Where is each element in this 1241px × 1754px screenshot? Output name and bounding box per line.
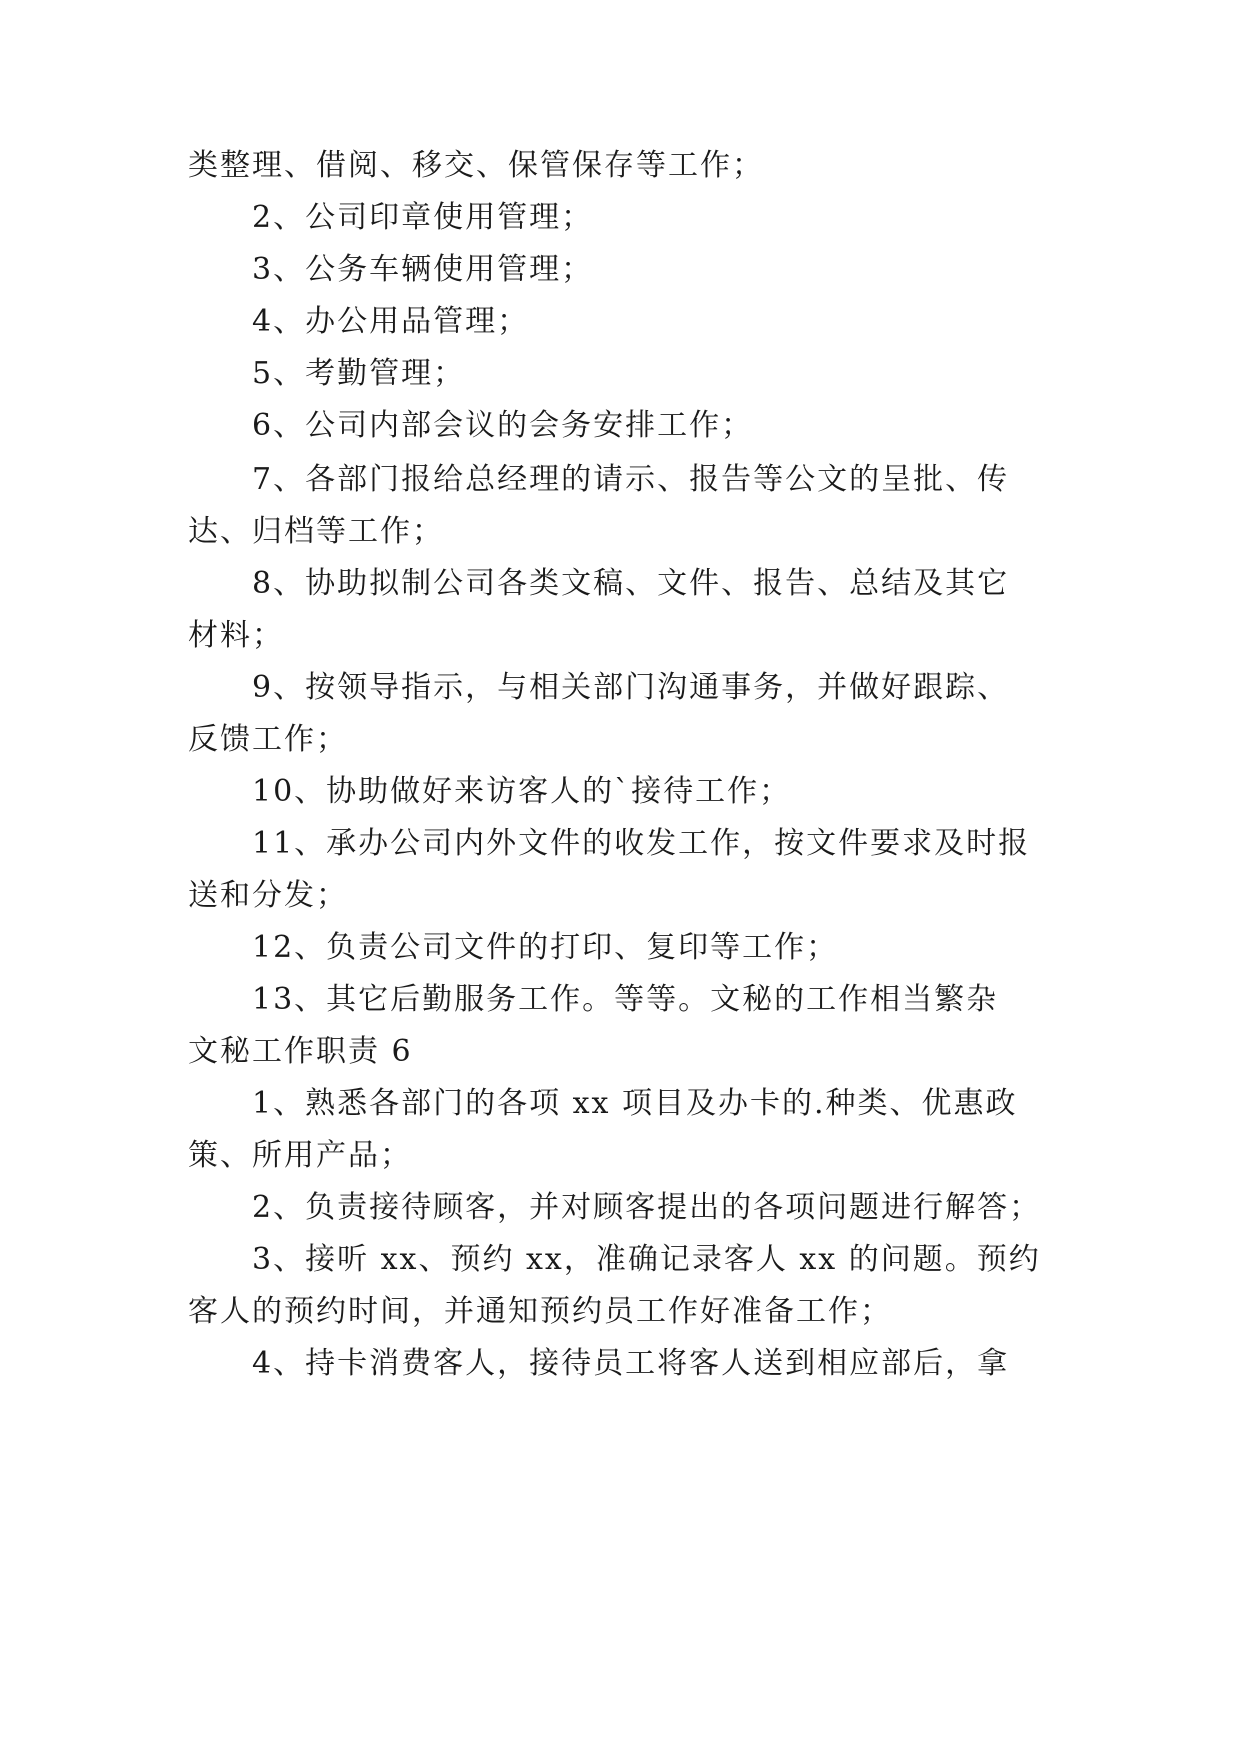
text-line: 客人的预约时间，并通知预约员工作好准备工作； — [188, 1294, 892, 1329]
section-heading: 文秘工作职责 6 — [188, 1034, 413, 1069]
text-line: 8、协助拟制公司各类文稿、文件、报告、总结及其它 — [252, 566, 1010, 601]
text-line: 5、考勤管理； — [252, 356, 466, 391]
text-line: 4、办公用品管理； — [252, 304, 530, 339]
text-line: 材料； — [188, 618, 284, 653]
text-line: 10、协助做好来访客人的`接待工作； — [252, 774, 792, 809]
text-line: 6、公司内部会议的会务安排工作； — [252, 408, 754, 443]
text-line: 9、按领导指示，与相关部门沟通事务，并做好跟踪、 — [252, 670, 1010, 705]
text-line: 1、熟悉各部门的各项 xx 项目及办卡的.种类、优惠政 — [252, 1086, 1018, 1121]
text-line: 11、承办公司内外文件的收发工作，按文件要求及时报 — [252, 826, 1031, 861]
text-line: 13、其它后勤服务工作。等等。文秘的工作相当繁杂 — [252, 982, 999, 1017]
text-line: 送和分发； — [188, 878, 348, 913]
text-line: 7、各部门报给总经理的请示、报告等公文的呈批、传 — [252, 462, 1010, 497]
text-line: 类整理、借阅、移交、保管保存等工作； — [188, 148, 764, 183]
text-line: 2、负责接待顾客，并对顾客提出的各项问题进行解答； — [252, 1190, 1042, 1225]
text-line: 4、持卡消费客人，接待员工将客人送到相应部后，拿 — [252, 1346, 1010, 1381]
text-line: 3、公务车辆使用管理； — [252, 252, 594, 287]
text-line: 策、所用产品； — [188, 1138, 412, 1173]
text-line: 反馈工作； — [188, 722, 348, 757]
text-line: 3、接听 xx、预约 xx，准确记录客人 xx 的问题。预约 — [252, 1242, 1041, 1277]
text-line: 2、公司印章使用管理； — [252, 200, 594, 235]
text-line: 12、负责公司文件的打印、复印等工作； — [252, 930, 839, 965]
text-line: 达、归档等工作； — [188, 514, 444, 549]
